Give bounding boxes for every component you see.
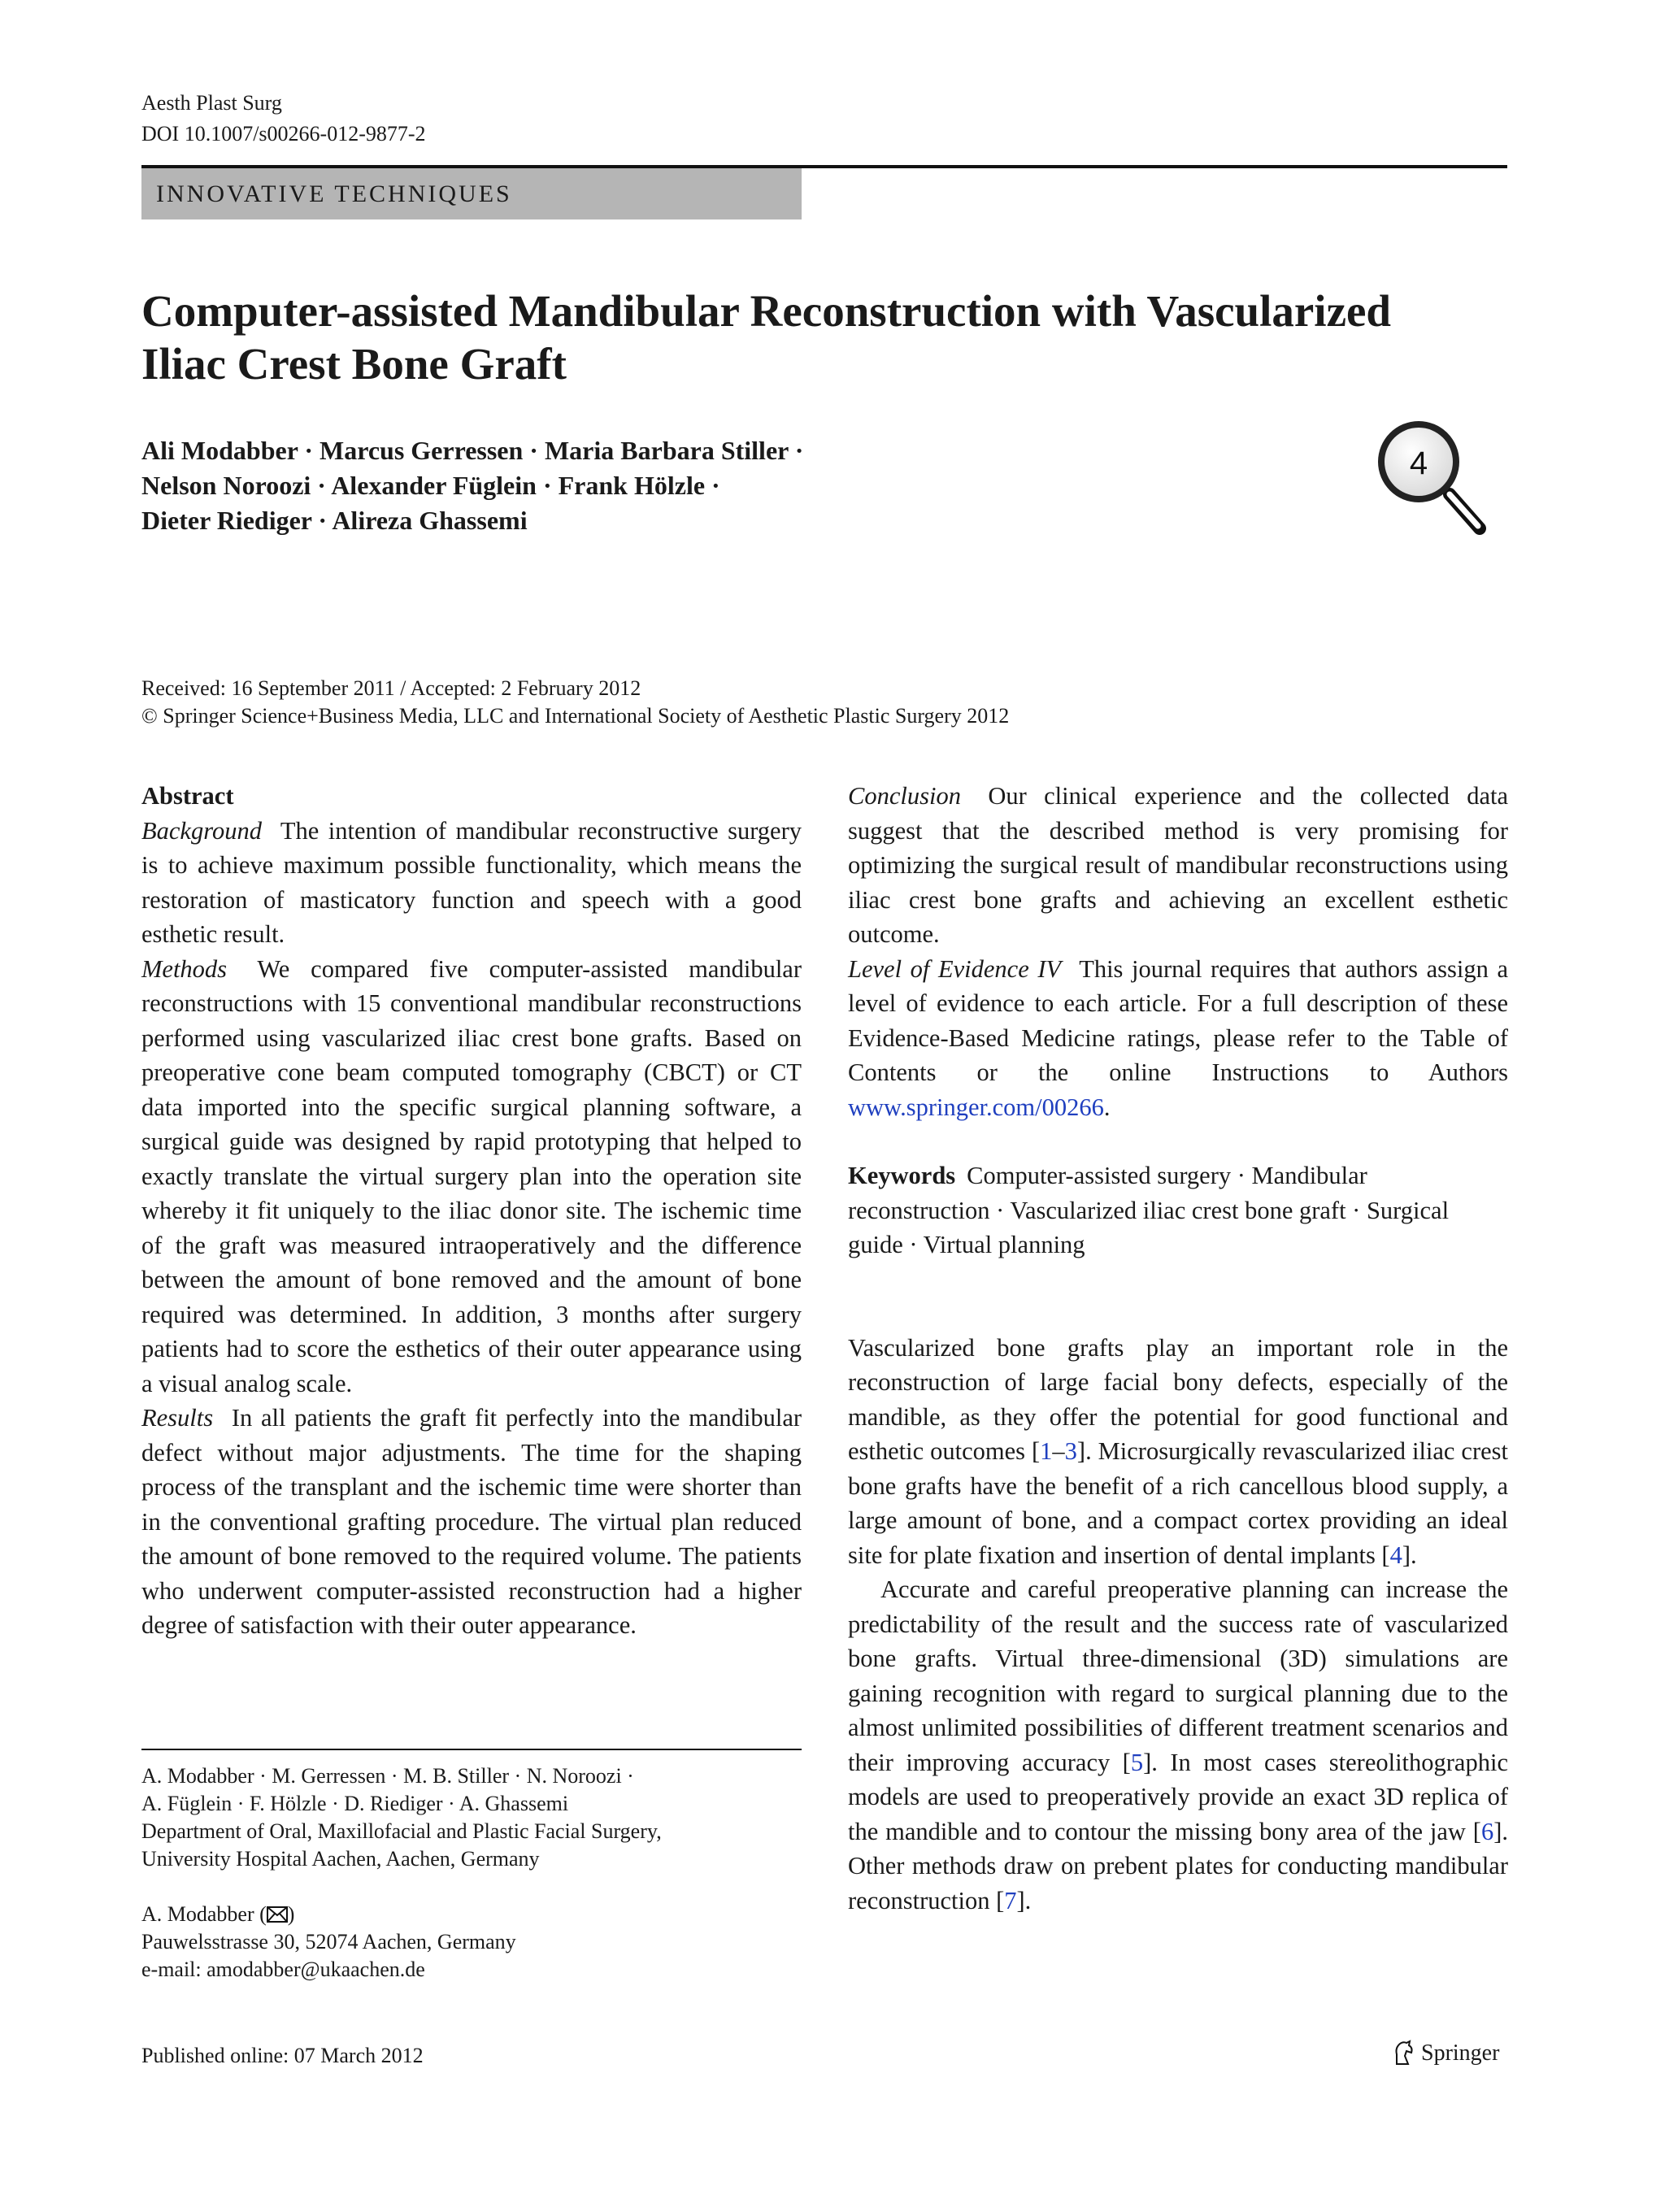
- affiliation-rule: [141, 1749, 802, 1750]
- keywords: [848, 1158, 1508, 1262]
- journal-header: [141, 88, 426, 150]
- p2-text-b: ]. In most cases stereolithographic models are used to preoperatively provide an exact 3D replica of the mandible and to contour the missing bony area of the jaw [: [848, 1748, 1508, 1845]
- ref-link-1[interactable]: 1: [1040, 1437, 1053, 1465]
- p1-text-c: ].: [1402, 1541, 1417, 1569]
- background-text: The intention of mandibular reconstructive surgery is to achieve maximum possible functionality, which means the restoration of masticatory function and speech with a good esthetic result.: [141, 816, 802, 948]
- affil-names-2: A. Füglein · F. Hölzle · D. Riediger · A. Ghassemi: [141, 1792, 569, 1815]
- loe-period: .: [1103, 1093, 1111, 1121]
- p1-text-b: ]. Microsurgically revascularized iliac crest bone grafts have the benefit of a rich cancellous blood supply, a large amount of bone, and a compact cortex providing an ideal site for plate fixation and insertion of dental implants [: [848, 1437, 1509, 1569]
- doi[interactable]: DOI 10.1007/s00266-012-9877-2: [141, 122, 426, 146]
- corr-name: A. Modabber (: [141, 1902, 267, 1926]
- p2-text-a: Accurate and careful preoperative planning can increase the predictability of the result and the success rate of vascularized bone grafts. Virtual three-dimensional (3D) simulations are gaining recognition with regard to surgical planning due to the almost unlimited possibilities of different treatment scenarios and their improving accuracy [: [848, 1575, 1508, 1776]
- spacer: [848, 1124, 1508, 1158]
- p1-text-a: Vascularized bone grafts play an important role in the reconstruction of large facial bony defects, especially of the mandible, as they offer the potential for good functional and esthetic outcomes [: [848, 1333, 1508, 1465]
- left-column: [141, 779, 802, 1643]
- level-of-evidence-magnifier-icon: [1370, 415, 1492, 537]
- ref-dash: –: [1052, 1437, 1065, 1465]
- springer-link[interactable]: www.springer.com/00266: [848, 1093, 1104, 1121]
- authors-line-2: Nelson Noroozi · Alexander Füglein · Frank Hölzle ·: [141, 471, 720, 500]
- dates-block: [141, 675, 1009, 730]
- affil-address: Pauwelsstrasse 30, 52074 Aachen, Germany: [141, 1930, 516, 1953]
- copyright: © Springer Science+Business Media, LLC and International Society of Aesthetic Plastic Surgery 2012: [141, 704, 1010, 728]
- ref-link-7[interactable]: 7: [1004, 1886, 1017, 1914]
- results-text: In all patients the graft fit perfectly into the mandibular defect without major adjustments. The time for the shaping process of the transplant and the ischemic time were shorter than in the conventional grafting procedure. The virtual plan reduced the amount of bone removed to the required volume. The patients who underwent computer-assisted reconstruction had a higher degree of satisfaction with their outer appearance.: [141, 1404, 802, 1639]
- envelope-icon: [267, 1906, 288, 1923]
- corr-close: ): [287, 1902, 295, 1926]
- conclusion-label: Conclusion: [848, 782, 961, 810]
- affil-hospital: University Hospital Aachen, Aachen, Germany: [141, 1847, 540, 1871]
- spacer: [848, 1262, 1508, 1297]
- p2-text-c: ]. Other methods draw on prebent plates for conducting mandibular reconstruction [: [848, 1817, 1508, 1914]
- authors-line-1: Ali Modabber · Marcus Gerressen · Maria Barbara Stiller ·: [141, 436, 804, 465]
- affil-email[interactable]: e-mail: amodabber@ukaachen.de: [141, 1958, 425, 1981]
- received-accepted: Received: 16 September 2011 / Accepted: 2 February 2012: [141, 676, 641, 700]
- methods-label: Methods: [141, 954, 228, 983]
- loe-label: Level of Evidence IV: [848, 954, 1062, 983]
- results-label: Results: [141, 1404, 214, 1432]
- loe-text: This journal requires that authors assign a level of evidence to each article. For a full description of these Evidence-Based Medicine ratings, please refer to the Table of Contents or the online Instructions to Authors: [848, 954, 1508, 1086]
- ref-link-4[interactable]: 4: [1389, 1541, 1402, 1569]
- abstract-conclusion: [848, 779, 1508, 952]
- abstract-background: [141, 814, 802, 952]
- published-online: Published online: 07 March 2012: [141, 2044, 424, 2067]
- affil-gap: [141, 1873, 802, 1901]
- affiliation-block: [141, 1762, 802, 1984]
- ref-link-6[interactable]: 6: [1480, 1817, 1494, 1845]
- abstract-results: [141, 1401, 802, 1643]
- article-title: [141, 285, 1483, 390]
- affil-names-1: A. Modabber · M. Gerressen · M. B. Stiller · N. Noroozi ·: [141, 1764, 634, 1788]
- title-line-1: Computer-assisted Mandibular Reconstruction with Vascularized: [141, 286, 1391, 336]
- publisher-name: Springer: [1421, 2040, 1500, 2066]
- publisher-logo: [1392, 2037, 1499, 2070]
- section-banner: INNOVATIVE TECHNIQUES: [141, 168, 802, 219]
- corresponding-author: [141, 1901, 802, 1928]
- body-paragraph-2: [848, 1572, 1508, 1918]
- author-list: [141, 433, 954, 538]
- spacer: [848, 1297, 1508, 1331]
- body-paragraph-1: [848, 1331, 1508, 1573]
- abstract-level-of-evidence: [848, 952, 1508, 1125]
- level-badge-number: 4: [1409, 445, 1428, 481]
- conclusion-text: Our clinical experience and the collected data suggest that the described method is very promising for optimizing the surgical result of mandibular reconstructions using iliac crest bone grafts and achieving an excellent esthetic outcome.: [848, 782, 1508, 948]
- p2-text-d: ].: [1016, 1886, 1032, 1914]
- abstract-methods: [141, 952, 802, 1402]
- keywords-text: Computer-assisted surgery · Mandibular reconstruction · Vascularized iliac crest bone graft · Surgical guide · Virtual planning: [848, 1162, 1450, 1258]
- springer-horse-icon: [1392, 2040, 1416, 2067]
- ref-link-3[interactable]: 3: [1064, 1437, 1077, 1465]
- right-column: [848, 779, 1508, 1918]
- authors-line-3: Dieter Riediger · Alireza Ghassemi: [141, 506, 528, 535]
- background-label: Background: [141, 816, 262, 845]
- keywords-label: Keywords: [848, 1162, 956, 1189]
- title-line-2: Iliac Crest Bone Graft: [141, 339, 567, 389]
- ref-link-5[interactable]: 5: [1130, 1748, 1144, 1776]
- abstract-heading: Abstract: [141, 782, 234, 810]
- affil-dept: Department of Oral, Maxillofacial and Plastic Facial Surgery,: [141, 1819, 662, 1843]
- methods-text: We compared five computer-assisted mandibular reconstructions with 15 conventional mandibular reconstructions performed using vascularized iliac crest bone grafts. Based on preoperative cone beam computed tomography (CBCT) or CT data imported into the specific surgical planning software, a surgical guide was designed by rapid prototyping that helped to exactly translate the virtual surgery plan into the operation site whereby it fit uniquely to the iliac donor site. The ischemic time of the graft was measured intraoperatively and the difference between the amount of bone removed and the amount of bone required was determined. In addition, 3 months after surgery patients had to score the esthetics of their outer appearance using a visual analog scale.: [141, 954, 802, 1397]
- journal-name: Aesth Plast Surg: [141, 91, 282, 115]
